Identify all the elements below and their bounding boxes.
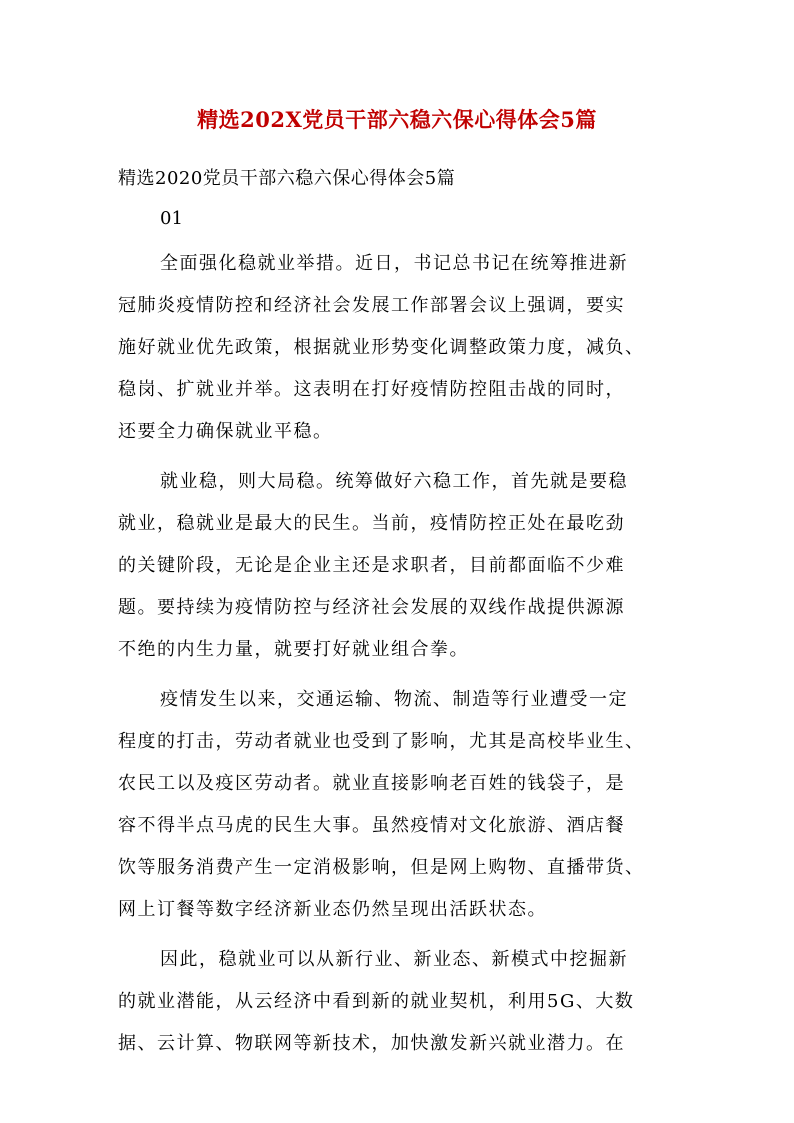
paragraph-line: 全面强化稳就业举措。近日，书记总书记在统筹推进新 [160, 253, 628, 274]
document-body [118, 243, 678, 1073]
paragraph-line: 题。要持续为疫情防控与经济社会发展的双线作战提供源源 [118, 597, 625, 618]
paragraph-line: 疫情发生以来，交通运输、物流、制造等行业遭受一定 [160, 689, 628, 710]
paragraph-line: 农民工以及疫区劳动者。就业直接影响老百姓的钱袋子，是 [118, 773, 625, 794]
paragraph-line: 不绝的内生力量，就要打好就业组合拳。 [118, 639, 469, 660]
paragraph-line: 还要全力确保就业平稳。 [118, 421, 333, 442]
section-number: 01 [160, 208, 183, 229]
paragraph-line: 饮等服务消费产生一定消极影响，但是网上购物、直播带货、 [118, 857, 645, 878]
paragraph-line: 容不得半点马虎的民生大事。虽然疫情对文化旅游、酒店餐 [118, 815, 625, 836]
paragraph [118, 243, 678, 453]
paragraph-line: 据、云计算、物联网等新技术，加快激发新兴就业潜力。在 [118, 1033, 625, 1054]
paragraph-line: 网上订餐等数字经济新业态仍然呈现出活跃状态。 [118, 899, 547, 920]
document-subtitle: 精选2020党员干部六稳六保心得体会5篇 [118, 168, 456, 189]
paragraph-line: 的就业潜能，从云经济中看到新的就业契机，利用5G、大数 [118, 991, 635, 1012]
paragraph-line: 的关键阶段，无论是企业主还是求职者，目前都面临不少难 [118, 555, 625, 576]
paragraph-line: 稳岗、扩就业并举。这表明在打好疫情防控阻击战的同时， [118, 379, 625, 400]
paragraph-line: 因此，稳就业可以从新行业、新业态、新模式中挖掘新 [160, 949, 628, 970]
paragraph-line: 程度的打击，劳动者就业也受到了影响，尤其是高校毕业生、 [118, 731, 645, 752]
paragraph-line: 冠肺炎疫情防控和经济社会发展工作部署会议上强调，要实 [118, 295, 625, 316]
document-title: 精选202X党员干部六稳六保心得体会5篇 [197, 107, 597, 132]
paragraph-line: 就业，稳就业是最大的民生。当前，疫情防控正处在最吃劲 [118, 513, 625, 534]
paragraph [118, 461, 678, 671]
paragraph-line: 就业稳，则大局稳。统筹做好六稳工作，首先就是要稳 [160, 471, 628, 492]
paragraph [118, 679, 678, 931]
paragraph-line: 施好就业优先政策，根据就业形势变化调整政策力度，减负、 [118, 337, 645, 358]
paragraph [118, 939, 678, 1065]
